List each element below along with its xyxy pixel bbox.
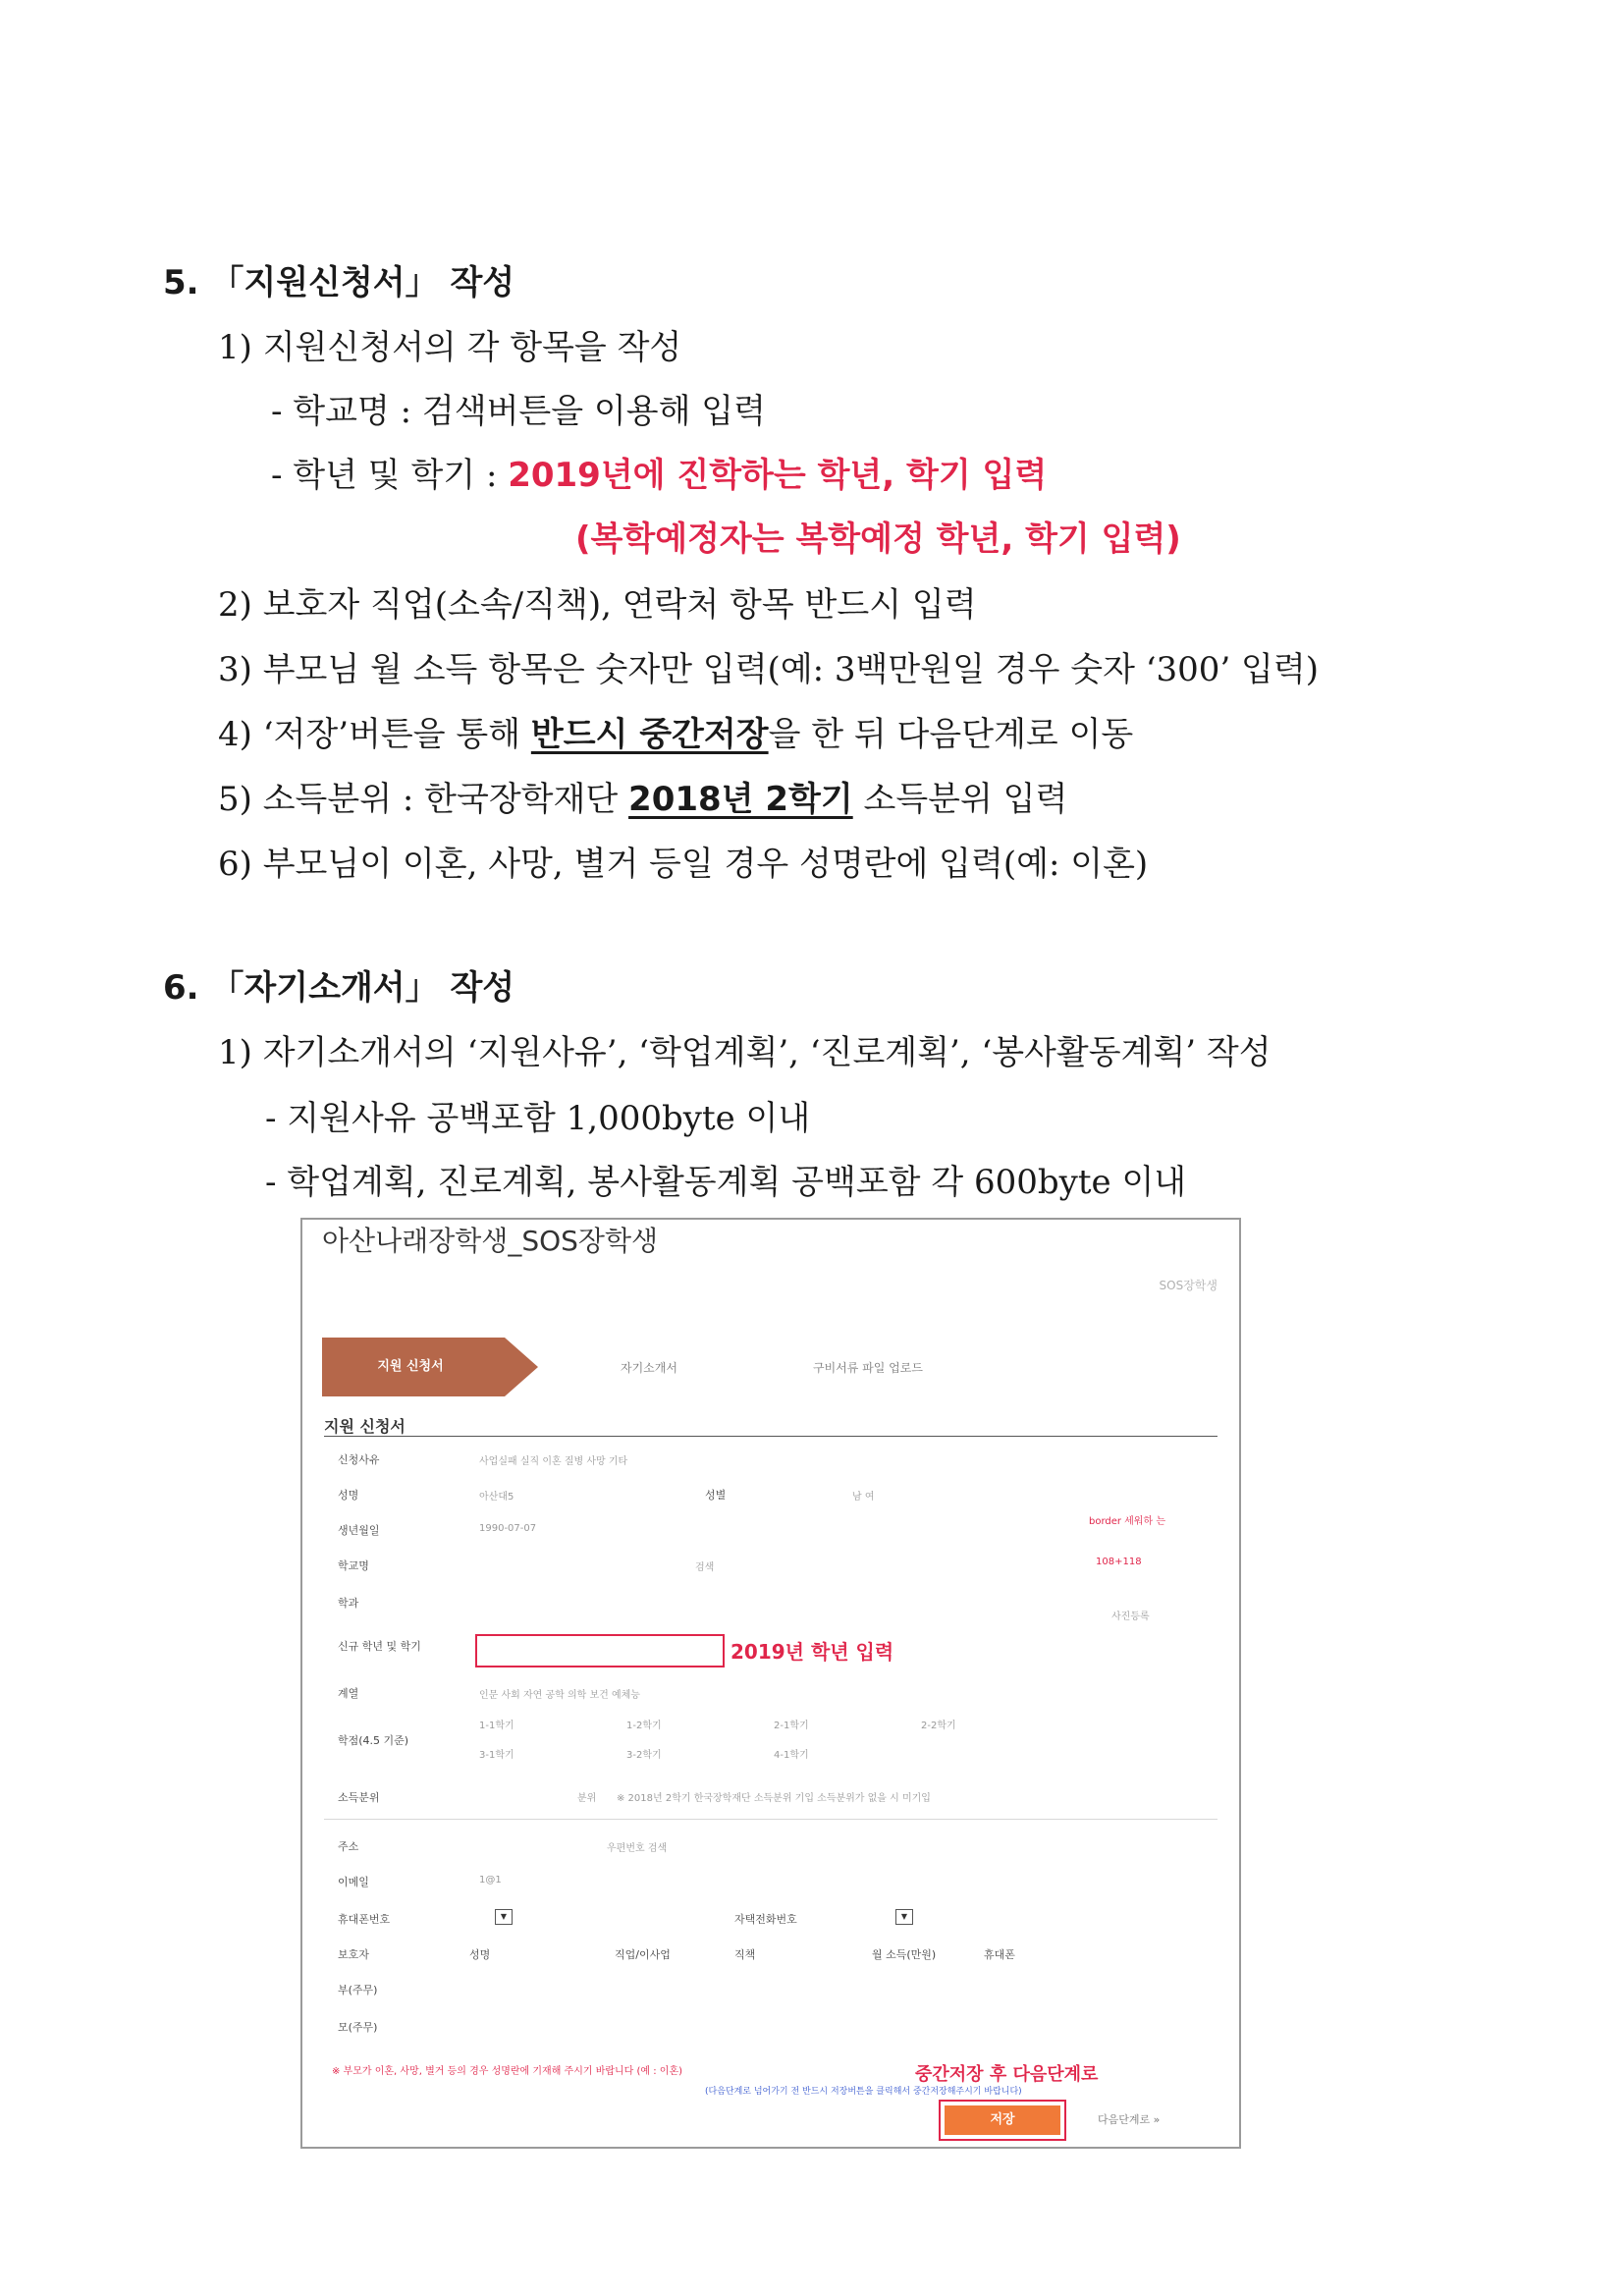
step-application-label: 지원 신청서 (377, 1359, 444, 1374)
section5-item3: 3) 부모님 월 소득 항목은 숫자만 입력(예: 3백만원일 경우 숫자 ‘300’ 입력) (218, 650, 1320, 689)
name-value[interactable]: 아산대5 (479, 1492, 514, 1503)
label-gpa: 학점(4.5 기준) (338, 1734, 409, 1747)
guardian-col-income: 월 소득(만원) (872, 1948, 937, 1961)
next-step-link[interactable]: 다음단계로 » (1098, 2113, 1161, 2126)
section5-item1-sub2-red2: (복학예정자는 복학예정 학년, 학기 입력) (575, 519, 1181, 559)
school-search-button[interactable]: 검색 (695, 1562, 715, 1573)
label-birth: 생년월일 (338, 1524, 380, 1537)
section5-title: 5. 「지원신청서」 작성 (163, 263, 515, 302)
home-phone-select-dropdown[interactable]: ▼ (895, 1909, 913, 1925)
label-guardian: 보호자 (338, 1948, 369, 1961)
grade-1-2[interactable]: 1-2학기 (626, 1721, 662, 1731)
label-name: 성명 (338, 1489, 359, 1502)
section5-item1-sub2-red: 2019년에 진학하는 학년, 학기 입력 (508, 456, 1048, 495)
step-application-active[interactable] (322, 1338, 538, 1396)
section5-item1: 1) 지원신청서의 각 항목을 작성 (218, 328, 682, 367)
screenshot-brand: SOS장학생 (1159, 1279, 1217, 1292)
guardian-col-job: 직업/이사업 (615, 1948, 671, 1961)
label-home-phone: 자택전화번호 (734, 1913, 797, 1926)
section5-item5 (218, 778, 1067, 821)
section6-item1-sub2: - 학업계획, 진로계획, 봉사활동계획 공백포함 각 600byte 이내 (265, 1163, 1187, 1202)
section6-item1: 1) 자기소개서의 ‘지원사유’, ‘학업계획’, ‘진로계획’, ‘봉사활동계획’ 작성 (218, 1033, 1271, 1072)
photo-register[interactable]: 사진등록 (1111, 1612, 1150, 1622)
label-father: 부(주무) (338, 1984, 378, 1996)
section6-item1-sub1: - 지원사유 공백포함 1,000byte 이내 (265, 1099, 811, 1138)
apply-reason-options[interactable]: 사업실패 실직 이혼 질병 사망 기타 (479, 1456, 628, 1467)
field-options[interactable]: 인문 사회 자연 공학 의학 보건 예체능 (479, 1690, 640, 1701)
section5-item5-bold: 2018년 2학기 (628, 780, 853, 819)
label-income: 소득분위 (338, 1791, 380, 1804)
screenshot-title: 아산나래장학생_SOS장학생 (322, 1225, 659, 1257)
gender-options[interactable]: 남 여 (852, 1492, 875, 1503)
section5-item2: 2) 보호자 직업(소속/직책), 연락처 항목 반드시 입력 (218, 585, 977, 625)
section5-item1-sub1: - 학교명 : 검색버튼을 이용해 입력 (271, 392, 766, 431)
save-button-highlight[interactable] (939, 2100, 1066, 2141)
border-note: border 세워하 는 (1088, 1516, 1165, 1527)
save-button[interactable]: 저장 (945, 2105, 1060, 2135)
label-new-grade: 신규 학년 및 학기 (338, 1640, 421, 1653)
label-school: 학교명 (338, 1559, 369, 1572)
section5-item5-suffix: 소득분위 입력 (852, 780, 1068, 819)
new-grade-highlight[interactable] (475, 1634, 725, 1667)
new-grade-annotation: 2019년 학년 입력 (730, 1640, 894, 1664)
step-file-upload[interactable]: 구비서류 파일 업로드 (813, 1361, 923, 1375)
label-gender: 성별 (705, 1489, 727, 1502)
email-value[interactable]: 1@1 (479, 1875, 502, 1886)
guardian-col-name: 성명 (469, 1948, 491, 1961)
grade-2-1[interactable]: 2-1학기 (774, 1721, 809, 1731)
section5-item1-sub2 (271, 454, 1047, 497)
grade-3-2[interactable]: 3-2학기 (626, 1750, 662, 1761)
income-note: ※ 2018년 2학기 한국장학재단 소득분위 기입 소득분위가 없을 시 미기입 (617, 1793, 931, 1804)
step-self-intro[interactable]: 자기소개서 (621, 1361, 677, 1375)
section5-item4-suffix: 을 한 뒤 다음단계로 이동 (768, 715, 1134, 754)
birth-value[interactable]: 1990-07-07 (479, 1523, 537, 1534)
grade-1-1[interactable]: 1-1학기 (479, 1721, 514, 1731)
section5-item4-bold: 반드시 중간저장 (530, 715, 769, 754)
income-label: 분위 (577, 1793, 597, 1804)
embedded-screenshot (300, 1218, 1241, 2149)
grade-3-1[interactable]: 3-1학기 (479, 1750, 514, 1761)
form-title: 지원 신청서 (324, 1417, 406, 1436)
mobile-select-dropdown[interactable]: ▼ (495, 1909, 513, 1925)
save-annotation: 중간저장 후 다음단계로 (915, 2064, 1099, 2085)
section6-title: 6. 「자기소개서」 작성 (163, 968, 515, 1008)
save-blue-note: (다음단계로 넘어가기 전 반드시 저장버튼을 클릭해서 중간저장해주시기 바랍니다) (705, 2087, 1022, 2097)
label-mother: 모(주무) (338, 2021, 378, 2034)
grade-2-2[interactable]: 2-2학기 (921, 1721, 956, 1731)
label-field: 계열 (338, 1687, 359, 1700)
section5-item1-sub2-prefix: - 학년 및 학기 : (271, 456, 509, 495)
label-email: 이메일 (338, 1876, 369, 1888)
section5-item4 (218, 713, 1133, 756)
grade-4-1[interactable]: 4-1학기 (774, 1750, 809, 1761)
label-mobile: 휴대폰번호 (338, 1913, 391, 1926)
label-apply-reason: 신청사유 (338, 1453, 380, 1466)
label-department: 학과 (338, 1597, 359, 1610)
income-rule (324, 1819, 1217, 1820)
guardian-col-mobile: 휴대폰 (984, 1948, 1015, 1961)
section5-item4-prefix: 4) ‘저장’버튼을 통해 (218, 715, 531, 754)
guardian-red-note: ※ 부모가 이혼, 사망, 별거 등의 경우 성명란에 기재해 주시기 바랍니다 (예 : 이혼) (332, 2066, 683, 2077)
address-search-button[interactable]: 우편번호 검색 (607, 1843, 668, 1854)
section5-item5-prefix: 5) 소득분위 : 한국장학재단 (218, 780, 629, 819)
label-address: 주소 (338, 1840, 359, 1853)
section5-item6: 6) 부모님이 이혼, 사망, 별거 등일 경우 성명란에 입력(예: 이혼) (218, 845, 1149, 884)
form-title-rule (324, 1436, 1217, 1437)
guardian-col-position: 직책 (734, 1948, 756, 1961)
border-value: 108+118 (1096, 1557, 1142, 1567)
